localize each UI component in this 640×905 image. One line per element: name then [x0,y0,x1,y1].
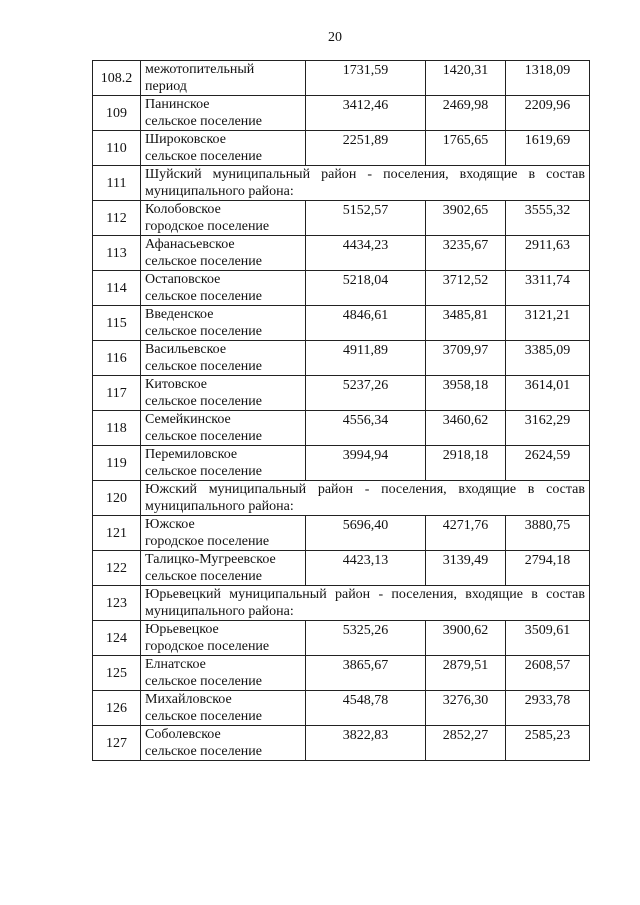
row-number: 121 [93,516,141,551]
value-3: 2624,59 [506,446,590,481]
group-header-row [93,166,590,201]
value-1: 5325,26 [306,621,426,656]
value-1: 3822,83 [306,726,426,761]
value-2: 3900,62 [426,621,506,656]
value-3: 3614,01 [506,376,590,411]
page-number: 20 [328,30,342,45]
row-number: 109 [93,96,141,131]
settlement-name: Соболевское сельское поселение [141,726,306,761]
value-2: 2469,98 [426,96,506,131]
value-2: 3902,65 [426,201,506,236]
tariff-table [92,60,590,761]
value-1: 5218,04 [306,271,426,306]
settlement-name: Васильевское сельское поселение [141,341,306,376]
group-header-row [93,481,590,516]
value-1: 4434,23 [306,236,426,271]
value-2: 2852,27 [426,726,506,761]
table-row [93,551,590,586]
settlement-name: Афанасьевское сельское поселение [141,236,306,271]
value-2: 2879,51 [426,656,506,691]
value-3: 2933,78 [506,691,590,726]
value-3: 2794,18 [506,551,590,586]
table-row [93,691,590,726]
table-row [93,726,590,761]
settlement-name: Панинское сельское поселение [141,96,306,131]
table-row [93,621,590,656]
value-1: 5152,57 [306,201,426,236]
row-number: 124 [93,621,141,656]
value-3: 3311,74 [506,271,590,306]
value-3: 2209,96 [506,96,590,131]
table-row [93,411,590,446]
value-2: 3712,52 [426,271,506,306]
value-2: 3235,67 [426,236,506,271]
table-body [93,61,590,761]
value-3: 2911,63 [506,236,590,271]
table-row [93,306,590,341]
row-number: 111 [93,166,141,201]
settlement-name: Михайловское сельское поселение [141,691,306,726]
value-1: 5237,26 [306,376,426,411]
table-row [93,131,590,166]
value-2: 4271,76 [426,516,506,551]
row-number: 118 [93,411,141,446]
settlement-name: Китовское сельское поселение [141,376,306,411]
value-2: 2918,18 [426,446,506,481]
value-2: 1765,65 [426,131,506,166]
value-3: 3555,32 [506,201,590,236]
value-2: 3485,81 [426,306,506,341]
row-number: 116 [93,341,141,376]
value-3: 3509,61 [506,621,590,656]
settlement-name: Юрьевецкое городское поселение [141,621,306,656]
row-number: 117 [93,376,141,411]
value-2: 1420,31 [426,61,506,96]
table-row [93,341,590,376]
table-row [93,201,590,236]
value-1: 3865,67 [306,656,426,691]
row-number: 126 [93,691,141,726]
group-title: Юрьевецкий муниципальный район - поселения, входящие в состав муниципального района: [141,586,590,621]
table-row [93,236,590,271]
settlement-name: Колобовское городское поселение [141,201,306,236]
value-1: 4423,13 [306,551,426,586]
row-number: 108.2 [93,61,141,96]
value-2: 3139,49 [426,551,506,586]
row-number: 123 [93,586,141,621]
table-row [93,516,590,551]
value-3: 1619,69 [506,131,590,166]
value-1: 3994,94 [306,446,426,481]
table-row [93,376,590,411]
value-1: 4911,89 [306,341,426,376]
row-number: 113 [93,236,141,271]
value-3: 2585,23 [506,726,590,761]
group-header-row [93,586,590,621]
value-3: 3385,09 [506,341,590,376]
value-2: 3276,30 [426,691,506,726]
group-title: Шуйский муниципальный район - поселения, входящие в состав муниципального района: [141,166,590,201]
value-2: 3709,97 [426,341,506,376]
row-number: 120 [93,481,141,516]
settlement-name: межотопительный период [141,61,306,96]
value-1: 3412,46 [306,96,426,131]
value-1: 4846,61 [306,306,426,341]
value-1: 5696,40 [306,516,426,551]
settlement-name: Елнатское сельское поселение [141,656,306,691]
table-row [93,96,590,131]
value-3: 3162,29 [506,411,590,446]
row-number: 127 [93,726,141,761]
row-number: 122 [93,551,141,586]
value-3: 2608,57 [506,656,590,691]
value-1: 1731,59 [306,61,426,96]
row-number: 119 [93,446,141,481]
value-1: 4556,34 [306,411,426,446]
settlement-name: Введенское сельское поселение [141,306,306,341]
value-3: 3121,21 [506,306,590,341]
table-row [93,446,590,481]
table-row [93,271,590,306]
value-2: 3460,62 [426,411,506,446]
value-3: 3880,75 [506,516,590,551]
value-1: 4548,78 [306,691,426,726]
settlement-name: Южское городское поселение [141,516,306,551]
settlement-name: Широковское сельское поселение [141,131,306,166]
table-row [93,656,590,691]
row-number: 112 [93,201,141,236]
row-number: 114 [93,271,141,306]
settlement-name: Талицко-Мугреевское сельское поселение [141,551,306,586]
row-number: 110 [93,131,141,166]
group-title: Южский муниципальный район - поселения, входящие в состав муниципального района: [141,481,590,516]
settlement-name: Семейкинское сельское поселение [141,411,306,446]
table-row [93,61,590,96]
settlement-name: Остаповское сельское поселение [141,271,306,306]
row-number: 125 [93,656,141,691]
value-3: 1318,09 [506,61,590,96]
value-1: 2251,89 [306,131,426,166]
settlement-name: Перемиловское сельское поселение [141,446,306,481]
row-number: 115 [93,306,141,341]
value-2: 3958,18 [426,376,506,411]
